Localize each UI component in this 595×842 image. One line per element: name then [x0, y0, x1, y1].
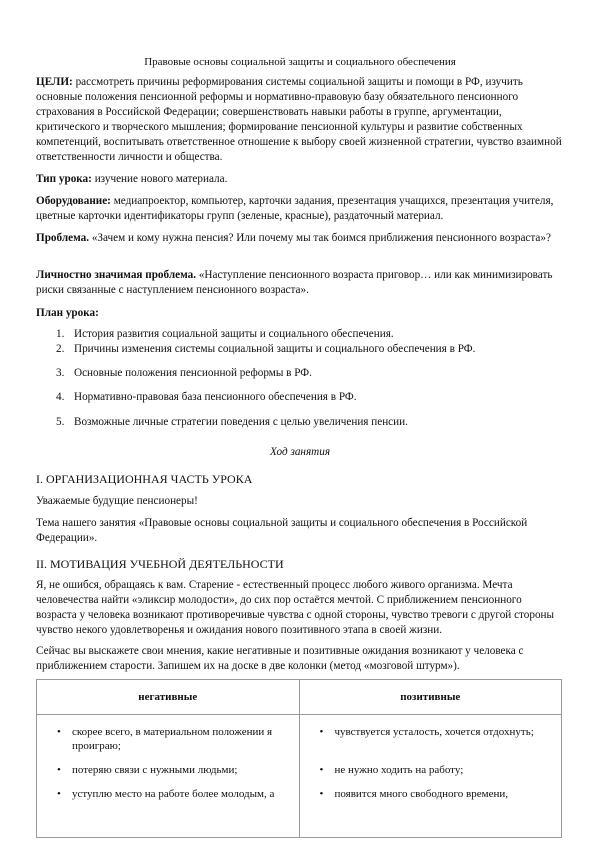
personal-problem-label: Личностно значимая проблема.: [36, 269, 197, 281]
table-header-row: [37, 680, 562, 715]
equipment-label: Оборудование:: [36, 195, 111, 207]
negative-column-header: негативные: [37, 680, 300, 715]
goals-label: ЦЕЛИ:: [36, 76, 73, 88]
goals-text: рассмотреть причины реформирования системы социальной защиты и помощи в РФ, изучить основные положения пенсионной реформы и нормативно-правовую базу обязательного пенсионного страхования в Российской Федерации; совершенствовать навыки работы в группе, аргументации, критического и творческого мышления; формирование пенсионной культуры и развитие собственных компетенций, воспитывать ответственное отношение к выбору своей жизненной стратегии, чувство взаимной ответственности личности и общества.: [36, 76, 562, 163]
personal-problem-paragraph: [36, 268, 564, 298]
positive-cell: • чувствуется усталость, хочется отдохнуть; • не нужно ходить на работу; • появится много свободного времени,: [299, 715, 562, 838]
bullet-icon: •: [319, 788, 324, 800]
personal-problem-text: «Наступление пенсионного возраста приговор… или как минимизировать риски связанные с наступлением пенсионного возраста».: [36, 269, 553, 296]
problem-text: «Зачем и кому нужна пенсия? Или почему мы так боимся приближения пенсионного возраста»?: [91, 232, 551, 244]
course-heading: Ход занятия: [269, 446, 331, 458]
bullet-icon: •: [57, 726, 61, 738]
bullet-icon: •: [319, 726, 324, 738]
equipment-paragraph: [36, 194, 564, 224]
lesson-type-label: Тип урока:: [36, 173, 92, 185]
table-row: [37, 715, 562, 838]
greeting-text: Уважаемые будущие пенсионеры!: [36, 495, 198, 507]
negative-cell: • скорее всего, в материальном положении я проиграю; • потеряю связи с нужными людьми; • уступлю место на работе более молодым, а: [37, 715, 300, 838]
section-heading-organizational: I. ОРГАНИЗАЦИОННАЯ ЧАСТЬ УРОКА: [36, 472, 253, 486]
motivation-paragraph-1: Я, не ошибся, обращаясь к вам. Старение - естественный процесс любого живого организма. Мечта человечества найти «эликсир молодости», до сих пор остаётся мечтой. С приближением пенсионного возраста у человека возникают противоречивые чувства с одной стороны, чувство тревоги с другой стороны чувство некого удовлетворенья и ожидания нового позитивного этапа в своей жизни.: [36, 579, 555, 636]
motivation-paragraph-2: Сейчас вы выскажете свои мнения, какие негативные и позитивные ожидания возникают у человека с приближением старости. Запишем их на доске в две колонки (метод «мозговой штурм»).: [36, 645, 524, 672]
bullet-icon: •: [57, 764, 61, 776]
document-title: Правовые основы социальной защиты и социального обеспечения: [144, 56, 456, 68]
topic-text: Тема нашего занятия «Правовые основы социальной защиты и социального обеспечения в Российской Федерации».: [36, 517, 528, 544]
lesson-type-text: изучение нового материала.: [94, 173, 228, 185]
equipment-text: медиапроектор, компьютер, карточки задания, презентация учащихся, презентация учителя, цветные карточки идентификаторы групп (зеленые, красные), раздаточный материал.: [36, 195, 554, 222]
problem-paragraph: [36, 231, 564, 246]
plan-heading: План урока:: [36, 307, 99, 319]
expectations-table: [36, 679, 562, 838]
problem-label: Проблема.: [36, 232, 90, 244]
lesson-type-paragraph: [36, 172, 564, 187]
section-heading-motivation: II. МОТИВАЦИЯ УЧЕБНОЙ ДЕЯТЕЛЬНОСТИ: [36, 557, 284, 571]
positive-column-header: позитивные: [299, 680, 562, 715]
goals-paragraph: [36, 75, 564, 165]
bullet-icon: •: [57, 788, 61, 800]
bullet-icon: •: [319, 764, 324, 776]
document-page: Правовые основы социальной защиты и социального обеспечения ЦЕЛИ: рассмотреть причины реформирования системы социальной защиты и помощи в РФ, изучить основные положения пенсионной реформы и нормативно-правовую базу обязательного пенсионного страхования в Российской Федерации; совершенствовать навыки работы в группе, аргументации, критического и творческого мышления; формирование пенсионной культуры и развитие собственных компетенций, воспитывать ответственное отношение к выбору своей жизненной стратегии, чувство взаимной ответственности личности и общества. Тип урока: изучение нового материала. Оборудование: медиапроектор, компьютер, карточки задания, презентация учащихся, презентация учителя, цветные карточки идентификаторы групп (зеленые, красные), раздаточный материал. Проблема. «Зачем и кому нужна пенсия? Или почему мы так боимся приближения пенсионного возраста»? Личностно значимая проблема. «Наступление пенсионного возраста приговор… или как минимизировать риски связанные с наступлением пенсионного возраста». План урока: 1. История развития социальной защиты и социального обеспечения. 2. Причины изменения системы социальной защиты и социального обеспечения в РФ. 3. Основные положения пенсионной реформы в РФ. 4. Нормативно-правовая база пенсионного обеспечения в РФ. 5. Возможные личные стратегии поведения с целью увеличения пенсии. Ход занятия I. ОРГАНИЗАЦИОННАЯ ЧАСТЬ УРОКА Уважаемые будущие пенсионеры! Тема нашего занятия «Правовые основы социальной защиты и социального обеспечения в Российской Федерации». II. МОТИВАЦИЯ УЧЕБНОЙ ДЕЯТЕЛЬНОСТИ Я, не ошибся, обращаясь к вам. Старение - естественный процесс любого живого организма. Мечта человечества найти «эликсир молодости», до сих пор остаётся мечтой. С приближением пенсионного возраста у человека возникают противоречивые чувства с одной стороны, чувство тревоги с другой стороны чувство некого удовлетворенья и ожидания нового позитивного этапа в своей жизни. Сейчас вы выскажете свои мнения, какие негативные и позитивные ожидания возникают у человека с приближением старости. Запишем их на доске в две колонки (метод «мозговой штурм»). негативные позитивные • скорее всего, в материальном положении я проиграю; • потеряю связи с нужными людьми; • уступлю место на работе более молодым, а • чувствуется усталость, хочется отдохнуть; • не нужно ходить на работу; • появится много свободного времени,: [0, 0, 595, 842]
